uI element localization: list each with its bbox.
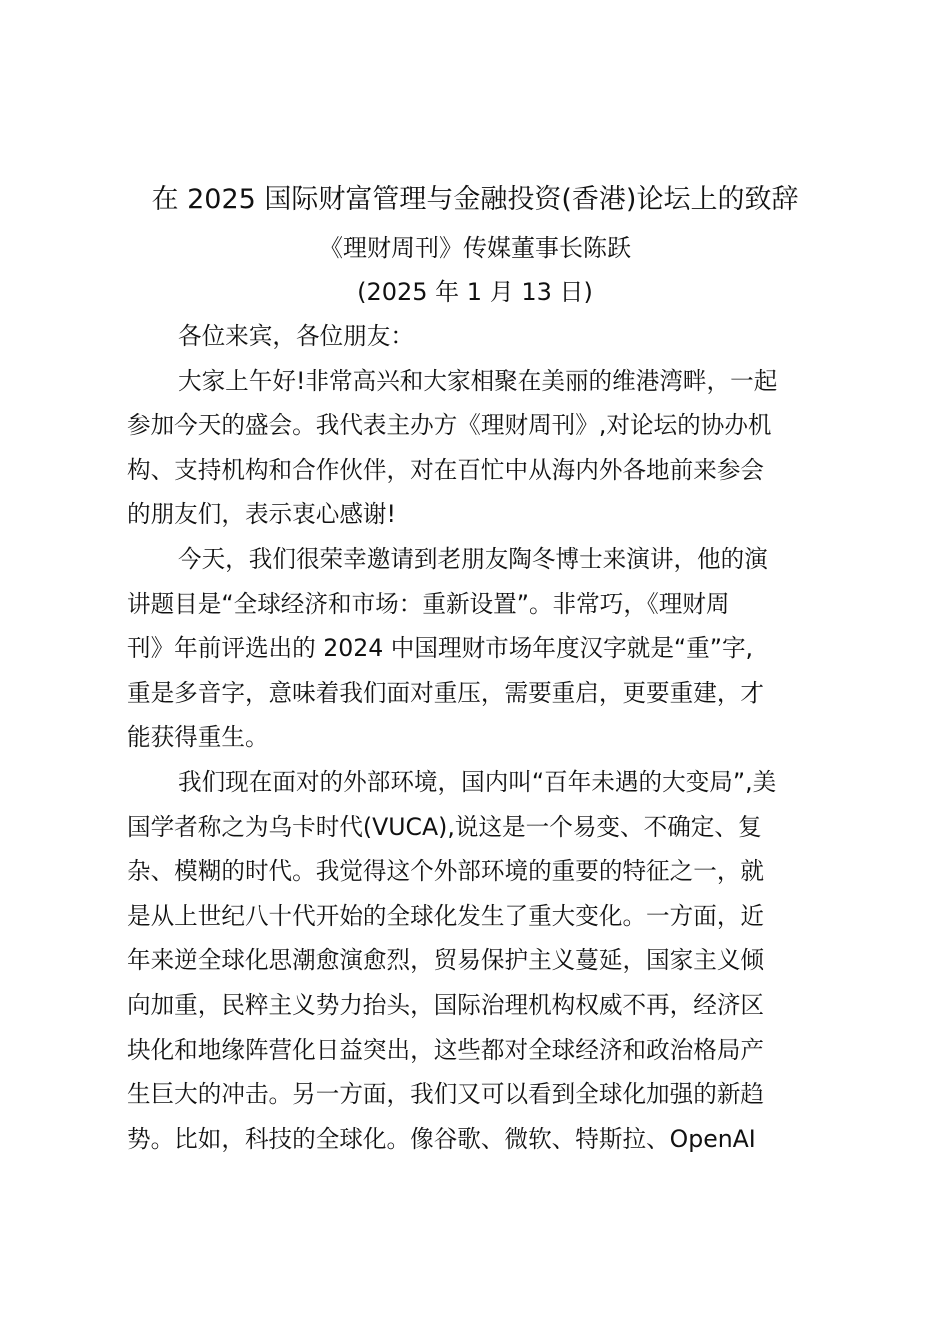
body-line: 向加重，民粹主义势力抬头，国际治理机构权威不再，经济区 (127, 990, 765, 1019)
body-line: 国学者称之为乌卡时代(VUCA),说这是一个易变、不确定、复 (127, 812, 762, 841)
document-body (127, 314, 827, 1161)
document-date: (2025 年 1 月 13 日) (357, 278, 593, 306)
body-line: 杂、模糊的时代。我觉得这个外部环境的重要的特征之一，就 (127, 857, 765, 886)
body-line: 讲题目是“全球经济和市场：重新设置”。非常巧，《理财周 (127, 589, 730, 618)
body-line: 生巨大的冲击。另一方面，我们又可以看到全球化加强的新趋 (127, 1080, 765, 1109)
body-line: 参加今天的盛会。我代表主办方《理财周刊》,对论坛的协办机 (127, 411, 772, 440)
body-line: 能获得重生。 (127, 723, 269, 752)
body-line: 大家上午好!非常高兴和大家相聚在美丽的维港湾畔，一起 (178, 366, 778, 395)
body-line: 构、支持机构和合作伙伴，对在百忙中从海内外各地前来参会 (127, 455, 765, 484)
body-line: 是从上世纪八十代开始的全球化发生了重大变化。一方面，近 (127, 901, 765, 930)
body-line: 刊》年前评选出的 2024 中国理财市场年度汉字就是“重”字, (127, 634, 754, 663)
body-line: 年来逆全球化思潮愈演愈烈，贸易保护主义蔓延，国家主义倾 (127, 946, 765, 975)
document-author: 《理财周刊》传媒董事长陈跃 (319, 234, 631, 262)
body-line: 我们现在面对的外部环境，国内叫“百年未遇的大变局”,美 (178, 767, 777, 796)
body-line: 块化和地缘阵营化日益突出，这些都对全球经济和政治格局产 (127, 1035, 765, 1064)
body-line: 各位来宾，各位朋友： (178, 322, 414, 350)
body-line: 的朋友们，表示衷心感谢! (127, 500, 396, 529)
body-line: 势。比如，科技的全球化。像谷歌、微软、特斯拉、OpenAI (127, 1124, 756, 1153)
document-title: 在 2025 国际财富管理与金融投资(香港)论坛上的致辞 (151, 184, 799, 215)
body-line: 重是多音字，意味着我们面对重压，需要重启，更要重建，才 (127, 678, 765, 707)
body-line: 今天，我们很荣幸邀请到老朋友陶冬博士来演讲，他的演 (178, 544, 768, 573)
